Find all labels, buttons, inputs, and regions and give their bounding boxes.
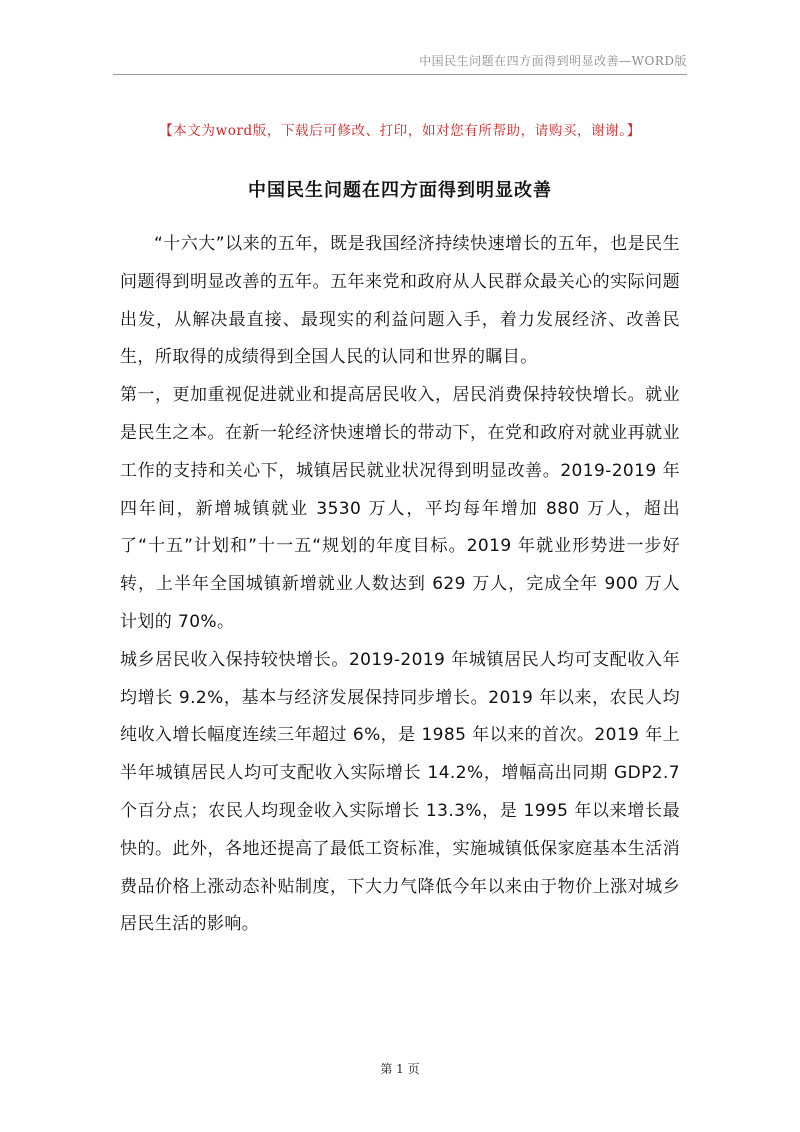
running-header: 中国民生问题在四方面得到明显改善—WORD版 [419, 54, 687, 68]
paragraph-employment: 第一，更加重视促进就业和提高居民收入，居民消费保持较快增长。就业是民生之本。在新一轮经济快速增长的带动下，在党和政府对就业再就业工作的支持和关心下，城镇居民就业状况得到明显改善。2019-2019 年四年间，新增城镇就业 3530 万人，平均每年增加 880 万人，超出了“十五”计划和”十一五“规划的年度目标。2019 年就业形势进一步好转，上半年全国城镇新增就业人数达到 629 万人，完成全年 900 万人计划的 70%。 [120, 385, 680, 632]
document-body [120, 226, 680, 944]
paragraph-intro: “十六大”以来的五年，既是我国经济持续快速增长的五年，也是民生问题得到明显改善的五年。五年来党和政府从人民群众最关心的实际问题出发，从解决最直接、最现实的利益问题入手，着力发展经济、改善民生，所取得的成绩得到全国人民的认同和世界的瞩目。 [120, 234, 680, 368]
document-title: 中国民生问题在四方面得到明显改善 [248, 180, 552, 201]
download-notice: 【本文为word版，下载后可修改、打印，如对您有所帮助，请购买，谢谢。】 [159, 123, 641, 139]
page-number: 第 1 页 [380, 1062, 420, 1076]
paragraph-income: 城乡居民收入保持较快增长。2019-2019 年城镇居民人均可支配收入年均增长 9.2%，基本与经济发展保持同步增长。2019 年以来，农民人均纯收入增长幅度连续三年超过 6%，是 1985 年以来的首次。2019 年上半年城镇居民人均可支配收入实际增长 14.2%，增幅高出同期 GDP2.7 个百分点；农民人均现金收入实际增长 13.3%，是 1995 年以来增长最快的。此外，各地还提高了最低工资标准，实施城镇低保家庭基本生活消费品价格上涨动态补贴制度，下大力气降低今年以来由于物价上涨对城乡居民生活的影响。 [120, 649, 680, 935]
header-divider [113, 74, 687, 75]
